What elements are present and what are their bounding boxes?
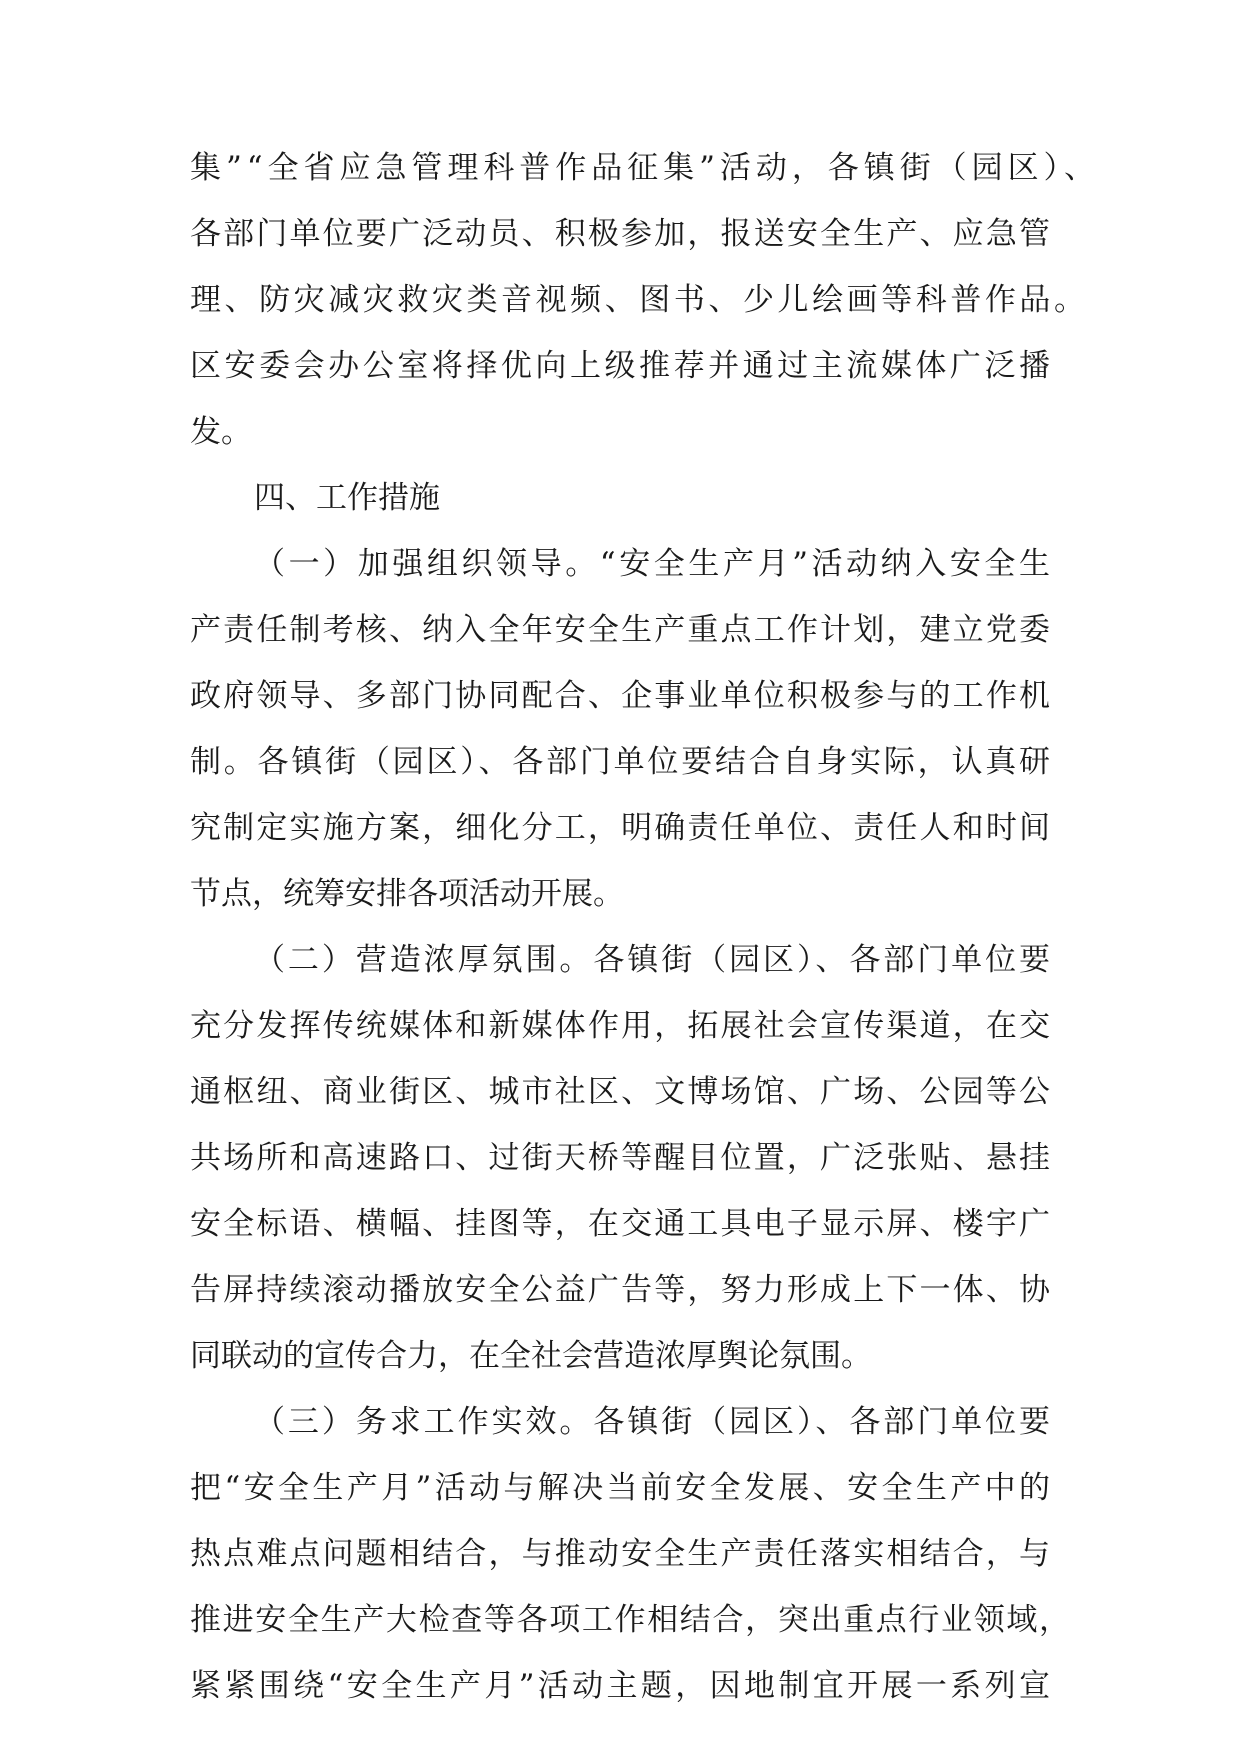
text-line: 究制定实施方案，细化分工，明确责任单位、责任人和时间 <box>190 810 1053 846</box>
text-line: 充分发挥传统媒体和新媒体作用，拓展社会宣传渠道，在交 <box>190 1008 1053 1044</box>
text-line: 集”“全省应急管理科普作品征集”活动，各镇街（园区）、 <box>190 150 1100 186</box>
text-line: 把“安全生产月”活动与解决当前安全发展、安全生产中的 <box>190 1470 1054 1506</box>
text-line: （一）加强组织领导。“安全生产月”活动纳入安全生 <box>254 546 1054 582</box>
section-heading: 四、工作措施 <box>254 480 440 516</box>
text-line: 理、防灾减灾救灾类音视频、图书、少儿绘画等科普作品。 <box>190 282 1089 318</box>
text-line: 发。 <box>190 414 252 450</box>
text-line: 各部门单位要广泛动员、积极参加，报送安全生产、应急管 <box>190 216 1053 252</box>
text-line: 政府领导、多部门协同配合、企事业单位积极参与的工作机 <box>190 678 1053 714</box>
text-line: 告屏持续滚动播放安全公益广告等，努力形成上下一体、协 <box>190 1272 1053 1308</box>
text-line: 推进安全生产大检查等各项工作相结合，突出重点行业领域， <box>190 1602 1072 1638</box>
text-line: 通枢纽、商业街区、城市社区、文博场馆、广场、公园等公 <box>190 1074 1053 1110</box>
text-line: 节点，统筹安排各项活动开展。 <box>190 876 624 912</box>
text-line: 区安委会办公室将择优向上级推荐并通过主流媒体广泛播 <box>190 348 1054 384</box>
text-line: 制。各镇街（园区）、各部门单位要结合自身实际，认真研 <box>190 744 1053 780</box>
text-line: （三）务求工作实效。各镇街（园区）、各部门单位要 <box>254 1404 1053 1440</box>
text-line: 共场所和高速路口、过街天桥等醒目位置，广泛张贴、悬挂 <box>190 1140 1053 1176</box>
text-line: （二）营造浓厚氛围。各镇街（园区）、各部门单位要 <box>254 942 1053 978</box>
text-line: 安全标语、横幅、挂图等，在交通工具电子显示屏、楼宇广 <box>190 1206 1053 1242</box>
text-line: 紧紧围绕“安全生产月”活动主题，因地制宜开展一系列宣 <box>190 1668 1054 1704</box>
text-line: 同联动的宣传合力，在全社会营造浓厚舆论氛围。 <box>190 1338 872 1374</box>
text-line: 产责任制考核、纳入全年安全生产重点工作计划，建立党委 <box>190 612 1053 648</box>
text-line: 热点难点问题相结合，与推动安全生产责任落实相结合，与 <box>190 1536 1053 1572</box>
